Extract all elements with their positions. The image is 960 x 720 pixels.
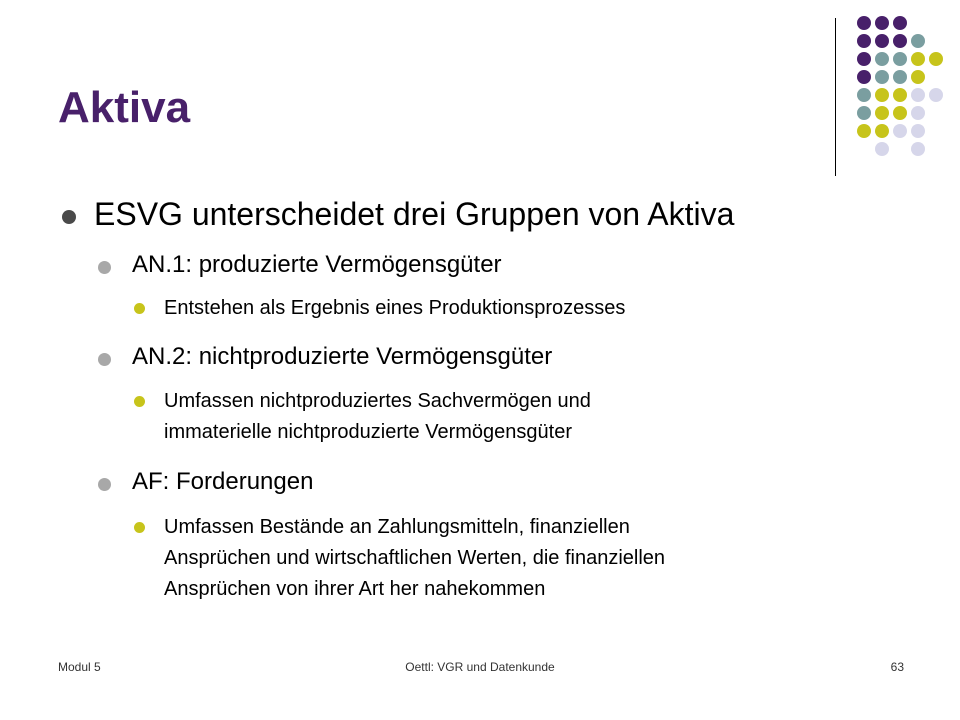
decor-dot — [893, 70, 907, 84]
bullet-text — [164, 386, 591, 448]
footer-left: Modul 5 — [58, 660, 101, 674]
bullet-text — [164, 512, 665, 605]
bullet-icon — [134, 303, 145, 314]
vertical-divider — [835, 18, 836, 176]
decor-dot — [857, 70, 871, 84]
decor-dot — [911, 34, 925, 48]
decor-dot — [893, 124, 907, 138]
decor-dot — [875, 142, 889, 156]
decor-dot — [893, 52, 907, 66]
bullet-icon — [134, 396, 145, 407]
decor-dot — [893, 88, 907, 102]
decor-dot — [893, 34, 907, 48]
bullet-icon — [62, 210, 76, 224]
decor-dot — [857, 16, 871, 30]
decor-dot — [857, 106, 871, 120]
decor-dot — [857, 88, 871, 102]
decor-dot — [875, 16, 889, 30]
bullet-icon — [98, 261, 111, 274]
bullet-text: ESVG unterscheidet drei Gruppen von Aktiva — [94, 196, 735, 232]
bullet-text-line: Ansprüchen und wirtschaftlichen Werten, die finanziellen — [164, 547, 666, 569]
bullet-icon — [98, 353, 111, 366]
decor-dot — [893, 106, 907, 120]
decor-dot — [911, 88, 925, 102]
decor-dot — [911, 70, 925, 84]
decor-dot — [875, 88, 889, 102]
decor-dot — [875, 124, 889, 138]
bullet-text: AF: Forderungen — [132, 468, 314, 495]
decorative-dot-pattern — [848, 11, 948, 161]
decor-dot — [893, 16, 907, 30]
bullet-text: AN.2: nichtproduzierte Vermögensgüter — [132, 343, 553, 370]
decor-dot — [911, 52, 925, 66]
decor-dot — [857, 124, 871, 138]
decor-dot — [911, 106, 925, 120]
decor-dot — [929, 88, 943, 102]
decor-dot — [911, 124, 925, 138]
bullet-text: Entstehen als Ergebnis eines Produktionsprozesses — [164, 297, 626, 319]
decor-dot — [875, 34, 889, 48]
bullet-text-line: Umfassen Bestände an Zahlungsmitteln, finanziellen — [164, 516, 630, 538]
bullet-text-line: immaterielle nichtproduzierte Vermögensgüter — [164, 421, 572, 443]
decor-dot — [875, 70, 889, 84]
decor-dot — [857, 52, 871, 66]
decor-dot — [875, 52, 889, 66]
footer-page-number: 63 — [890, 660, 904, 674]
slide-title: Aktiva — [58, 83, 191, 132]
bullet-icon — [134, 522, 145, 533]
decor-dot — [857, 34, 871, 48]
bullet-text-line: Ansprüchen von ihrer Art her nahekommen — [164, 578, 546, 600]
decor-dot — [911, 142, 925, 156]
bullet-icon — [98, 478, 111, 491]
bullet-text: AN.1: produzierte Vermögensgüter — [132, 251, 502, 278]
footer-center: Oettl: VGR und Datenkunde — [405, 660, 555, 674]
decor-dot — [875, 106, 889, 120]
bullet-text-line: Umfassen nichtproduziertes Sachvermögen und — [164, 390, 591, 412]
decor-dot — [929, 52, 943, 66]
